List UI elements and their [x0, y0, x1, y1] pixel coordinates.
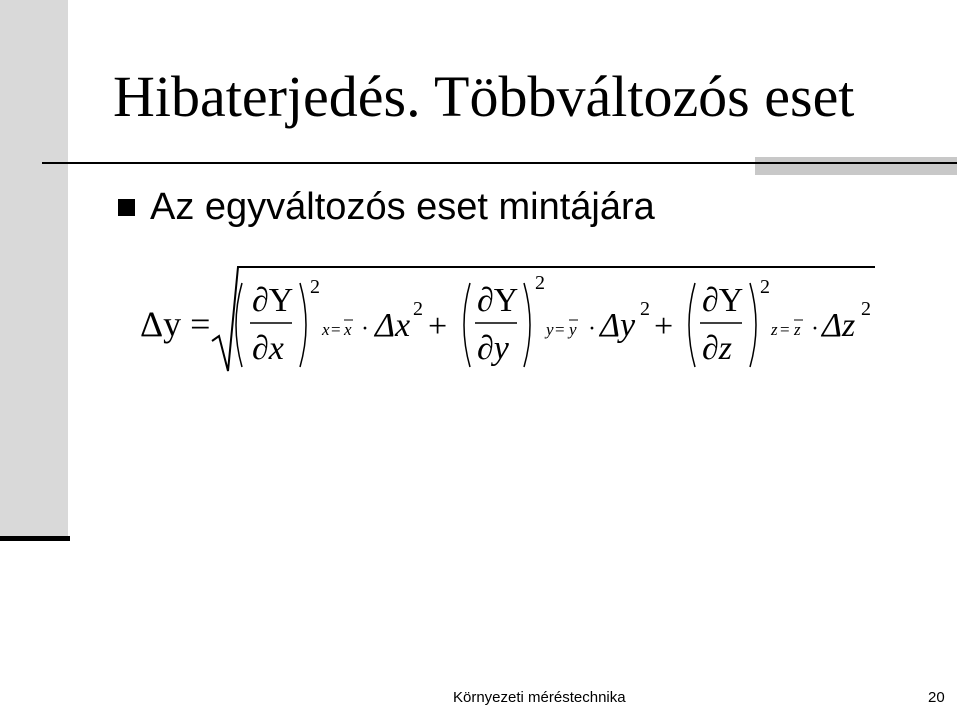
term-exponent: 2	[535, 272, 545, 294]
footer-course-name: Környezeti méréstechnika	[453, 689, 626, 706]
error-propagation-formula	[0, 255, 959, 395]
condition-var: z	[771, 320, 778, 339]
multiply-dot: ·	[588, 316, 596, 342]
title-divider-accent	[755, 157, 957, 175]
paren-right-icon	[750, 283, 756, 367]
term-denominator: ∂x	[252, 330, 284, 367]
paren-left-icon	[464, 283, 470, 367]
plus-sign: +	[654, 308, 674, 345]
condition-var: x	[322, 320, 330, 339]
formula-term-z	[689, 276, 871, 367]
formula-term-y	[464, 272, 673, 367]
term-delta-exponent: 2	[640, 298, 650, 320]
term-delta: Δx	[375, 307, 411, 344]
multiply-dot: ·	[361, 316, 369, 342]
formula-term-x	[236, 276, 447, 367]
term-numerator: ∂Y	[477, 282, 519, 319]
title-divider-accent-line	[755, 162, 957, 164]
term-exponent: 2	[760, 276, 770, 298]
multiply-dot: ·	[811, 316, 819, 342]
plus-sign: +	[428, 308, 448, 345]
bullet-text: Az egyváltozós eset mintájára	[150, 186, 655, 228]
square-bullet-icon	[118, 199, 135, 216]
condition-eq: =	[555, 320, 565, 339]
term-denominator: ∂y	[477, 330, 509, 367]
paren-right-icon	[300, 283, 306, 367]
term-delta: Δz	[822, 307, 856, 344]
condition-val: x	[344, 320, 352, 339]
condition-val: y	[569, 320, 577, 339]
title-divider	[42, 162, 842, 164]
term-delta-exponent: 2	[413, 298, 423, 320]
left-decor-bar-base	[0, 536, 70, 541]
term-exponent: 2	[310, 276, 320, 298]
page-number: 20	[928, 689, 945, 706]
term-delta: Δy	[600, 307, 636, 344]
condition-var: y	[546, 320, 554, 339]
term-denominator: ∂z	[702, 330, 733, 367]
term-delta-exponent: 2	[861, 298, 871, 320]
condition-val: z	[794, 320, 801, 339]
term-numerator: ∂Y	[702, 282, 744, 319]
paren-right-icon	[524, 283, 530, 367]
slide-title: Hibaterjedés. Többváltozós eset	[113, 64, 855, 129]
condition-eq: =	[780, 320, 790, 339]
paren-left-icon	[689, 283, 695, 367]
paren-left-icon	[236, 283, 242, 367]
term-numerator: ∂Y	[252, 282, 294, 319]
condition-eq: =	[331, 320, 341, 339]
formula-lhs: Δy =	[140, 304, 211, 344]
